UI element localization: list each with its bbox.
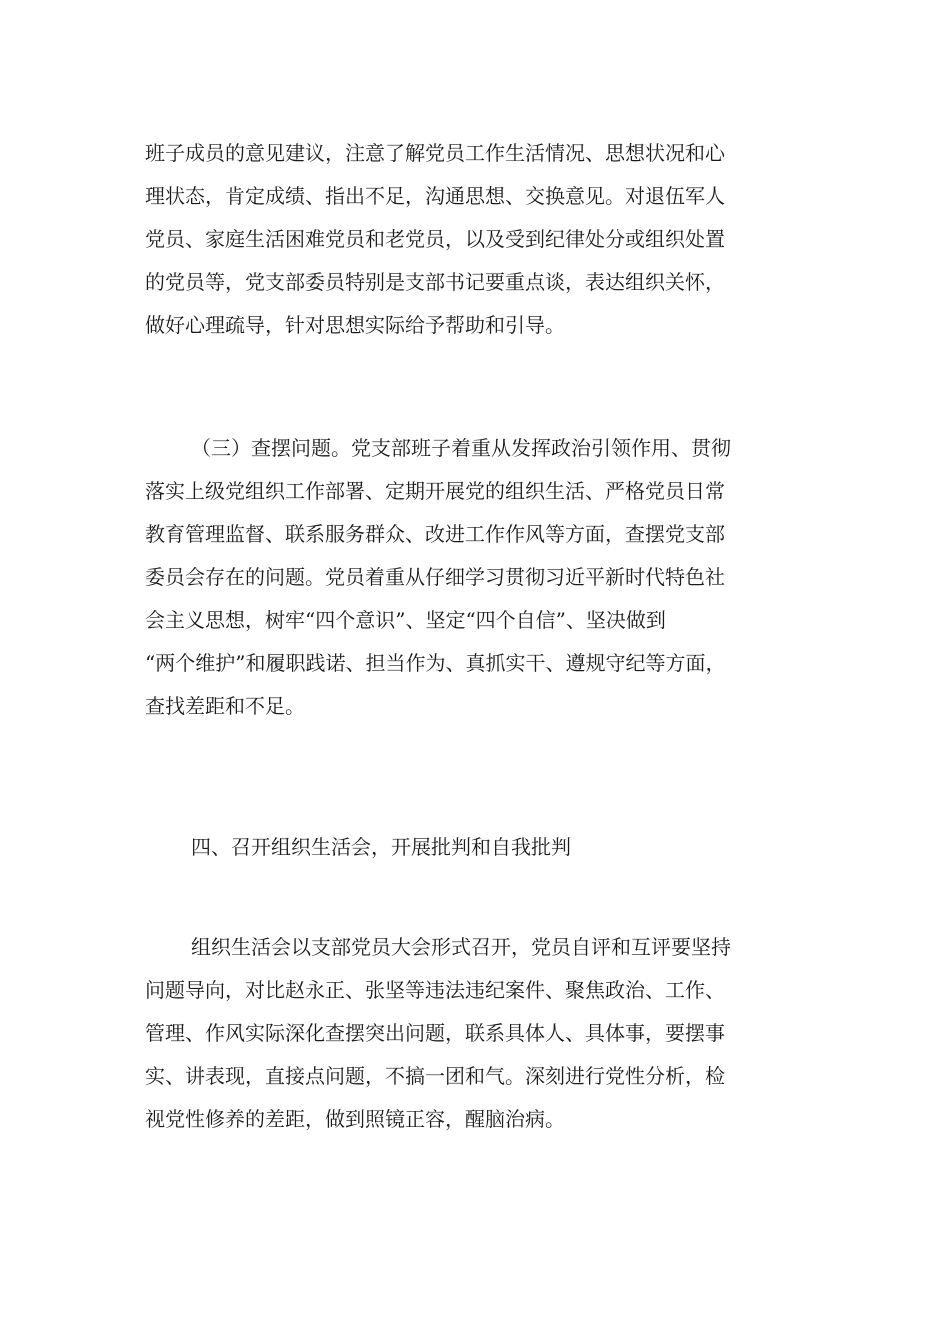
paragraph-2-line: 查找差距和不足。 xyxy=(145,694,305,718)
paragraph-1-line: 的党员等，党支部委员特别是支部书记要重点谈，表达组织关怀， xyxy=(145,270,725,294)
section-heading-4 xyxy=(145,826,830,869)
paragraph-2-line: 教育管理监督、联系服务群众、改进工作作风等方面，查摆党支部 xyxy=(145,522,725,546)
paragraph-3-line: 实、讲表现，直接点问题，不搞一团和气。深刻进行党性分析，检 xyxy=(145,1064,725,1088)
paragraph-3-line: 问题导向，对比赵永正、张坚等违法违纪案件、聚焦政治、工作、 xyxy=(145,978,725,1002)
paragraph-2-line: （三）查摆问题。党支部班子着重从发挥政治引领作用、贯彻 xyxy=(191,436,731,460)
paragraph-1 xyxy=(145,132,830,347)
paragraph-1-line: 班子成员的意见建议，注意了解党员工作生活情况、思想状况和心 xyxy=(145,141,725,165)
paragraph-3-line: 组织生活会以支部党员大会形式召开，党员自评和互评要坚持 xyxy=(191,935,731,959)
paragraph-3-line: 视党性修养的差距，做到照镜正容，醒脑治病。 xyxy=(145,1107,565,1131)
paragraph-1-line: 党员、家庭生活困难党员和老党员，以及受到纪律处分或组织处置 xyxy=(145,227,725,251)
paragraph-2-line: 落实上级党组织工作部署、定期开展党的组织生活、严格党员日常 xyxy=(145,479,725,503)
paragraph-2-line: 委员会存在的问题。党员着重从仔细学习贯彻习近平新时代特色社 xyxy=(145,565,725,589)
paragraph-3-line: 管理、作风实际深化查摆突出问题，联系具体人、具体事，要摆事 xyxy=(145,1021,725,1045)
paragraph-3 xyxy=(145,926,830,1141)
section-heading: 四、召开组织生活会，开展批判和自我批判 xyxy=(191,835,571,859)
paragraph-2-line: “两个维护”和履职践诺、担当作为、真抓实干、遵规守纪等方面， xyxy=(145,651,726,675)
paragraph-2 xyxy=(145,427,830,728)
paragraph-1-line: 理状态，肯定成绩、指出不足，沟通思想、交换意见。对退伍军人 xyxy=(145,184,725,208)
paragraph-2-line: 会主义思想，树牢“四个意识”、坚定“四个自信”、坚决做到 xyxy=(145,608,666,632)
paragraph-1-line: 做好心理疏导，针对思想实际给予帮助和引导。 xyxy=(145,313,565,337)
